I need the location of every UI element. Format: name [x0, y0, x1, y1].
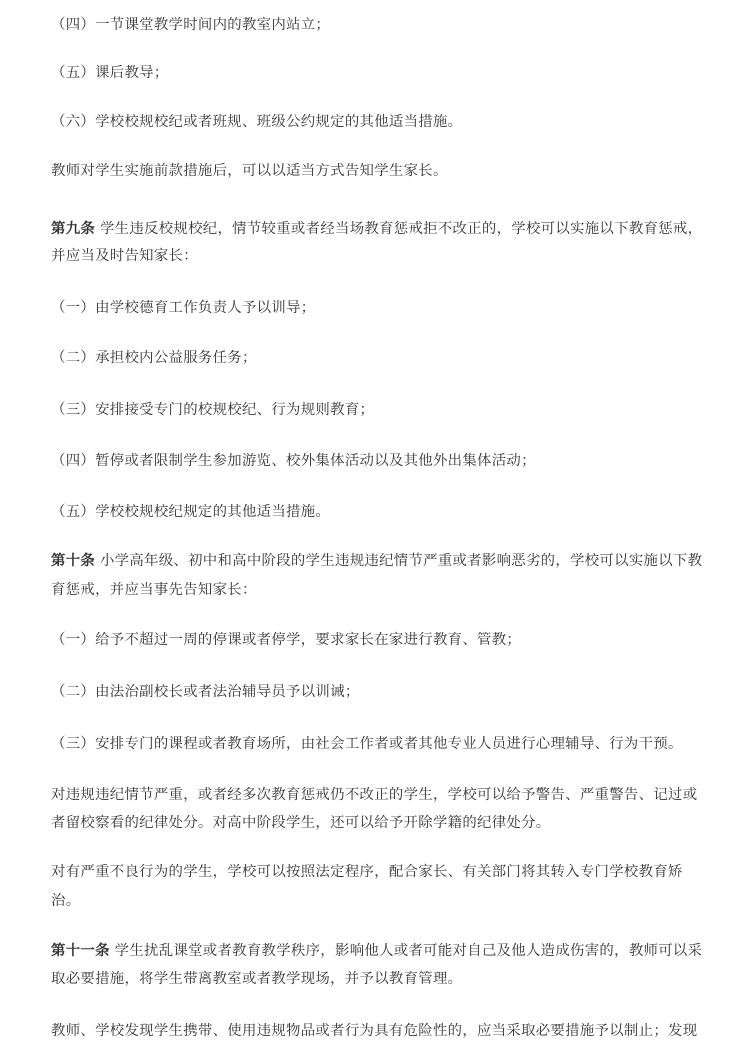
- text-line: （一）给予不超过一周的停课或者停学，要求家长在家进行教育、管教；: [51, 632, 522, 648]
- text-line: 教师、学校发现学生携带、使用违规物品或者行为具有危险性的，应当采取必要措施予以制止；发现: [51, 1023, 698, 1039]
- article-line: 第九条 学生违反校规校纪，情节较重或者经当场教育惩戒拒不改正的，学校可以实施以下教育惩戒，: [51, 221, 703, 237]
- article-heading: 第十一条: [51, 943, 110, 959]
- text-line: 教师对学生实施前款措施后，可以以适当方式告知学生家长。: [51, 163, 448, 179]
- text-line: （六）学校校规校纪或者班规、班级公约规定的其他适当措施。: [51, 114, 463, 130]
- article-heading: 第十条: [51, 553, 96, 569]
- article-line: 第十条 小学高年级、初中和高中阶段的学生违规违纪情节严重或者影响恶劣的，学校可以实施以下教: [51, 553, 703, 569]
- text-line: （五）学校校规校纪规定的其他适当措施。: [51, 504, 331, 520]
- text-line: 者留校察看的纪律处分。对高中阶段学生，还可以给予开除学籍的纪律处分。: [51, 815, 551, 831]
- article-heading: 第九条: [51, 221, 96, 237]
- text-line: （二）承担校内公益服务任务；: [51, 350, 257, 366]
- text-line: 对有严重不良行为的学生，学校可以按照法定程序，配合家长、有关部门将其转入专门学校教育矫: [51, 864, 683, 880]
- text-line: （五）课后教导；: [51, 65, 169, 81]
- text-line: （三）安排专门的课程或者教育场所，由社会工作者或者其他专业人员进行心理辅导、行为干预。: [51, 736, 683, 752]
- text-line: （三）安排接受专门的校规校纪、行为规则教育；: [51, 402, 375, 418]
- text-line: （二）由法治副校长或者法治辅导员予以训诫；: [51, 684, 360, 700]
- text-line: 对违规违纪情节严重，或者经多次教育惩戒仍不改正的学生，学校可以给予警告、严重警告、记过或: [51, 787, 698, 803]
- text-line: 取必要措施，将学生带离教室或者教学现场，并予以教育管理。: [51, 971, 463, 987]
- text-line: 并应当及时告知家长：: [51, 248, 198, 264]
- article-line: 第十一条 学生扰乱课堂或者教育教学秩序，影响他人或者可能对自己及他人造成伤害的，教师可以采: [51, 943, 703, 959]
- text-line: 育惩戒，并应当事先告知家长：: [51, 582, 257, 598]
- text-line: 治。: [51, 893, 81, 909]
- text-line: （一）由学校德育工作负责人予以训导；: [51, 300, 316, 316]
- text-line: （四）一节课堂教学时间内的教室内站立；: [51, 17, 331, 33]
- text-line: （四）暂停或者限制学生参加游览、校外集体活动以及其他外出集体活动；: [51, 453, 536, 469]
